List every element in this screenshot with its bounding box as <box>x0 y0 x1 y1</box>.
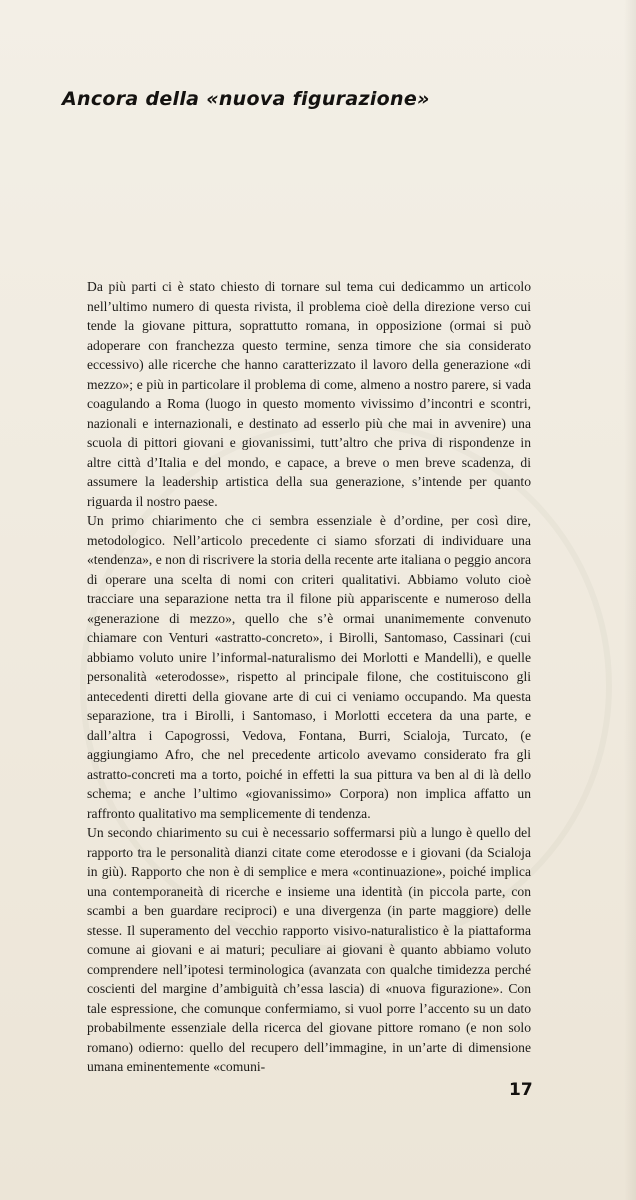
paragraph-2-text: Un primo chiarimento che ci sembra essenziale è d’ordine, per così dire, metodologico. Nell’articolo precedente ci siamo sforzati di individuare una «tendenza», e non di riscrivere la storia della recente arte italiana o peggio ancora di operare una scelta di nomi con criteri qualitativi. Abbiamo voluto cioè tracciare una separazione netta tra il filone più appariscente e numeroso della «generazione di mezzo», quello che s’è ormai unanimemente convenuto chiamare con Venturi «astratto-concreto», i Birolli, Santomaso, Cassinari (cui abbiamo voluto unire l’informal-naturalismo dei Morlotti e Mandelli), e quelle personalità «eterodosse», rispetto al principale filone, che costituiscono gli antecedenti diretti della giovane arte di cui ci veniamo occupando. Ma questa separazione, tra i Birolli, i Santomaso, i Morlotti eccetera da una parte, e dall’altra i Capogrossi, Vedova, Fontana, Burri, Scialoja, Turcato, (e aggiungiamo Afro, che nel precedente articolo avevamo considerato fra gli astratto-concreti ma a torto, poiché in effetti la sua pittura va ben al di là dello schema; e anche l’ultimo «giovanissimo» Corpora) non implica affatto un raffronto qualitativo ma semplicemente di tendenza. <box>87 513 531 821</box>
paragraph-3-text: Un secondo chiarimento su cui è necessario soffermarsi più a lungo è quello del rapporto tra le personalità dianzi citate come eterodosse e i giovani (da Scialoja in giù). Rapporto che non è di semplice e mera «continuazione», poiché implica una contemporaneità di ricerche e insieme una identità (in piccola parte, con scambi a ben guardare reciproci) e una divergenza (in parte maggiore) delle stesse. Il superamento del vecchio rapporto visivo-naturalistico è la piattaforma comune ai giovani e ai maturi; peculiare ai giovani è quanto abbiamo voluto comprendere nell’ipotesi terminologica (avanzata con qualche timidezza perché coscienti del margine d’ambiguità ch’essa lascia) di «nuova figurazione». Con tale espressione, che comunque confermiamo, si vuol porre l’accento su un dato probabilmente essenziale della ricerca del giovane pittore romano (e non solo romano) odierno: quello del recupero dell’immagine, in un’arte di dimensione umana eminentemente «comuni- <box>87 825 531 1074</box>
article-body <box>87 277 531 1077</box>
page-number: 17 <box>509 1080 533 1100</box>
paragraph-1-text: Da più parti ci è stato chiesto di tornare sul tema cui dedicammo un articolo nell’ultimo numero di questa rivista, il problema cioè della direzione verso cui tende la giovane pittura, soprattutto romana, in opposizione (ormai si può adoperare con franchezza questo termine, senza timore che sia considerato eccessivo) alle ricerche che hanno caratterizzato il lavoro della generazione «di mezzo»; e più in particolare il problema di come, almeno a nostro parere, si vada coagulando a Roma (luogo in questo momento vivissimo d’incontri e scontri, nazionali e internazionali, e destinato ad esserlo più che mai in avvenire) una scuola di pittori giovani e giovanissimi, tutt’altro che priva di rispondenze in altre città d’Italia e del mondo, e capace, a breve o men breve scadenza, di assumere la leadership artistica della sua generazione, s’intende per quanto riguarda il nostro paese. <box>87 279 531 509</box>
paragraph-2 <box>87 511 531 823</box>
paragraph-1 <box>87 277 531 511</box>
page-edge-shadow <box>624 0 636 1200</box>
paragraph-3 <box>87 823 531 1077</box>
article-title: Ancora della «nuova figurazione» <box>62 88 430 110</box>
